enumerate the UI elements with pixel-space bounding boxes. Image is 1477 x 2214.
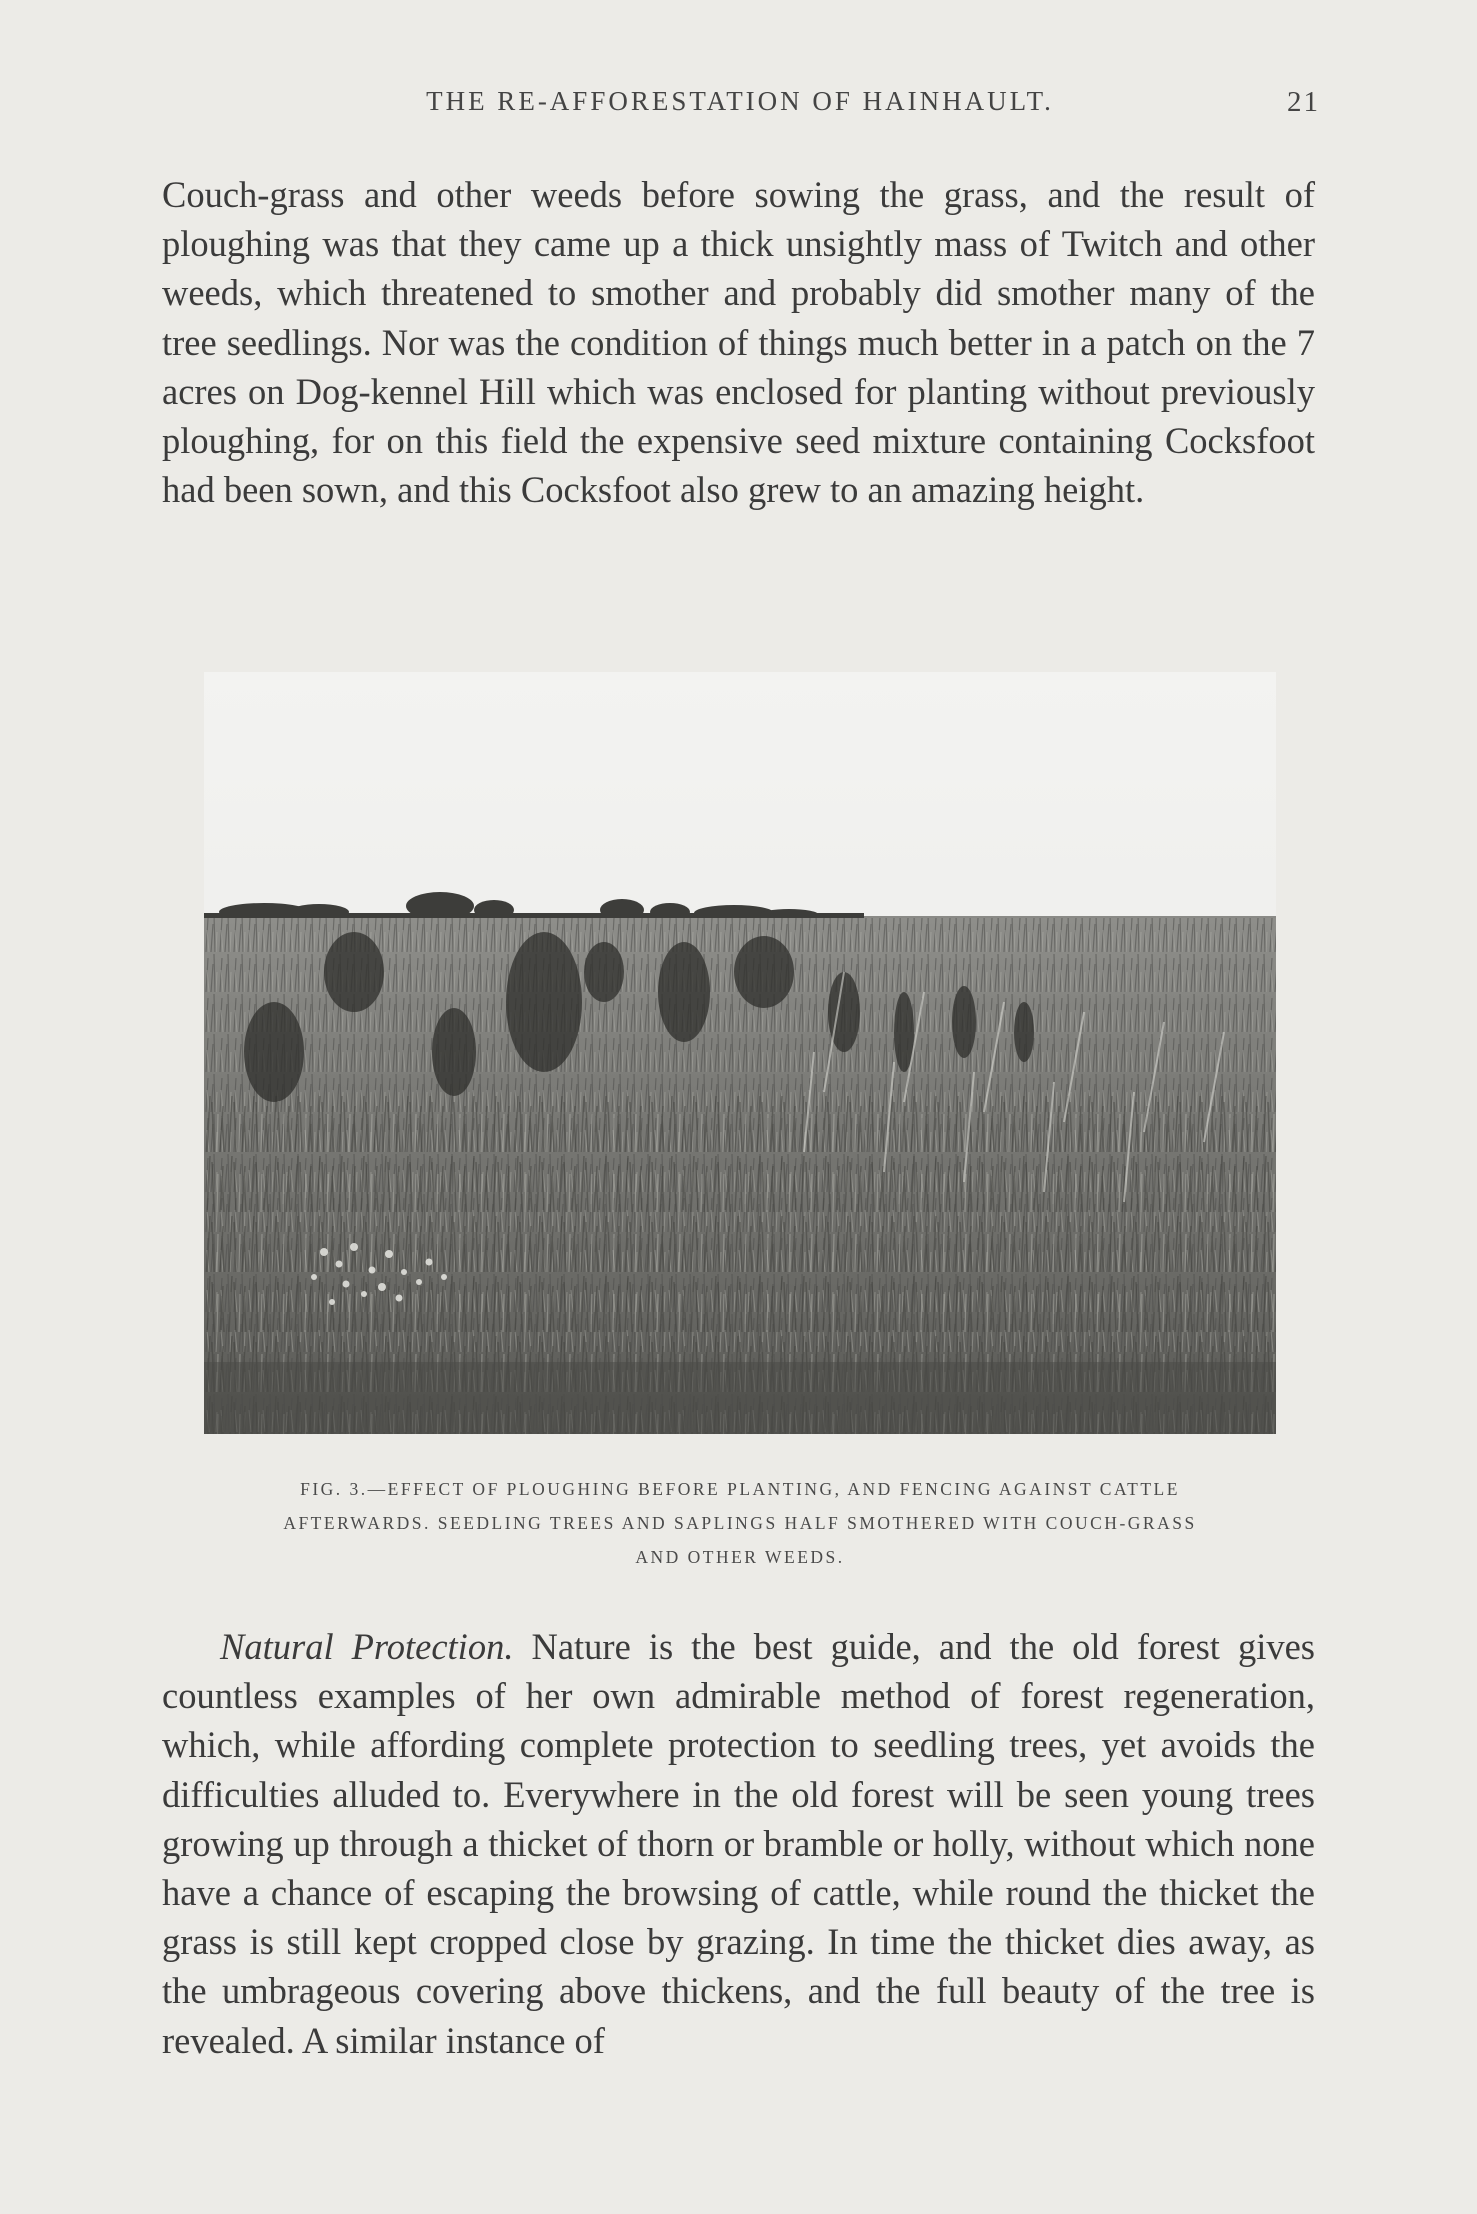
running-head — [160, 86, 1320, 126]
figure-photograph — [204, 672, 1276, 1434]
caption-line-2: AFTERWARDS. SEEDLING TREES AND SAPLINGS HALF SMOTHERED WITH COUCH-GRASS — [283, 1513, 1197, 1533]
caption-line-3: AND OTHER WEEDS. — [635, 1547, 845, 1567]
paragraph-couch-grass: Couch-grass and other weeds before sowing the grass, and the result of ploughing was that they came up a thick unsightly mass of Twitch and other weeds, which threatened to smother and probably did smother many of the tree seedlings. Nor was the condition of things much better in a patch on the 7 acres on Dog-kennel Hill which was enclosed for planting without previously ploughing, for on this field the expensive seed mixture containing Cocksfoot had been sown, and this Cocksfoot also grew to an amazing height. — [162, 174, 1315, 511]
paragraph-body: Nature is the best guide, and the old forest gives countless examples of her own admirable method of forest regeneration, which, while affording complete protection to seedling trees, yet avoids the difficulties alluded to. Everywhere in the old forest will be seen young trees growing up through a thicket of thorn or bramble or holly, without which none have a chance of escaping the browsing of cattle, while round the thicket the grass is still kept cropped close by grazing. In time the thicket dies away, as the umbrageous covering above thickens, and the full beauty of the tree is revealed. A similar instance of — [162, 1626, 1315, 2061]
paragraph-natural-protection — [162, 1622, 1315, 2065]
page-number: 21 — [1287, 86, 1320, 118]
field-photograph — [204, 672, 1276, 1434]
caption-line-1: FIG. 3.—EFFECT OF PLOUGHING BEFORE PLANTING, AND FENCING AGAINST CATTLE — [300, 1479, 1180, 1499]
figure-caption — [180, 1472, 1300, 1574]
running-title: THE RE-AFFORESTATION OF HAINHAULT. — [426, 86, 1054, 116]
section-title: Natural Protection. — [220, 1626, 514, 1667]
